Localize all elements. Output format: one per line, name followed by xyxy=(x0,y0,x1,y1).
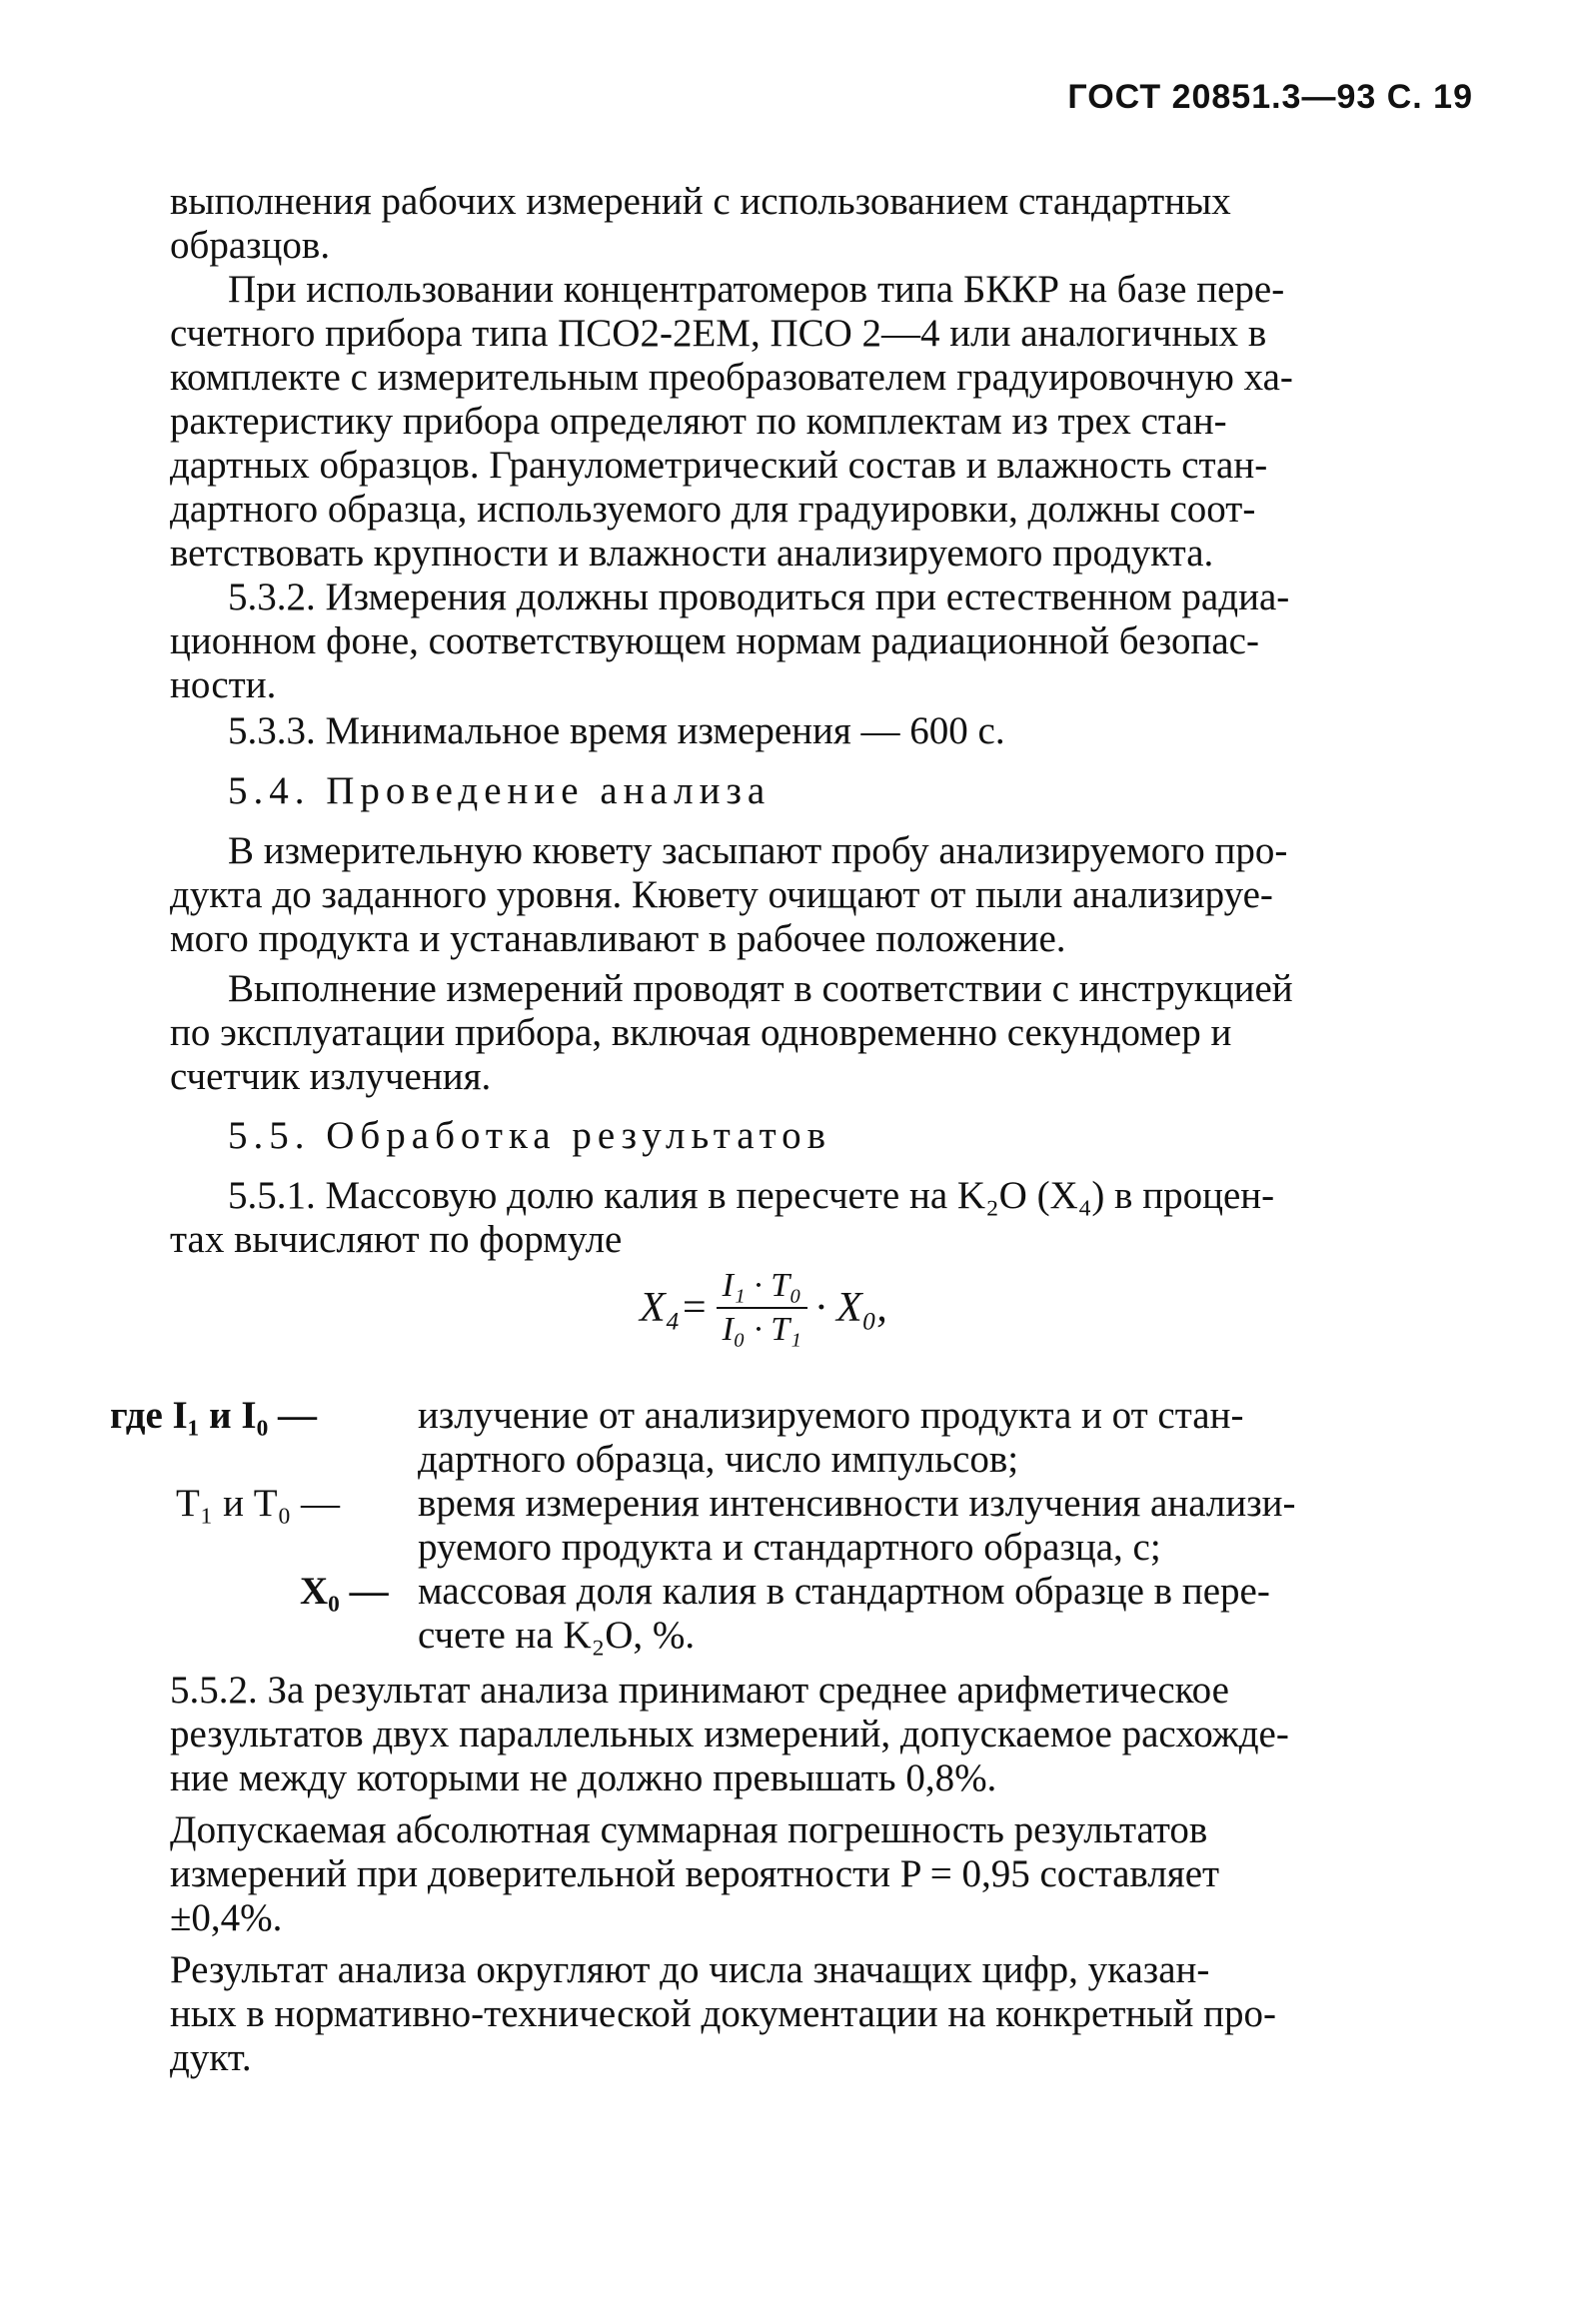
text-line: ционном фоне, соответствующем нормам радиационной безопас- xyxy=(170,619,1259,662)
text-line: Выполнение измерений проводят в соответствии с инструкцией xyxy=(228,967,1293,1010)
definition-text: счете на K₂O, %. xyxy=(418,1614,696,1657)
page-header: ГОСТ 20851.3—93 С. 19 xyxy=(1067,78,1473,116)
definition-text: время измерения интенсивности излучения анализи- xyxy=(418,1482,1296,1525)
text-line: выполнения рабочих измерений с использованием стандартных xyxy=(170,180,1231,223)
text-line: комплекте с измерительным преобразователем градуировочную ха- xyxy=(170,356,1293,399)
text-line: образцов. xyxy=(170,224,331,267)
text-line: тах вычисляют по формуле xyxy=(170,1218,623,1261)
text-line: ±0,4%. xyxy=(170,1896,283,1939)
text-line: 5.3.2. Измерения должны проводиться при естественном радиа- xyxy=(228,576,1290,618)
definition-term: где I₁ и I₀ — xyxy=(110,1394,318,1437)
text-line: ных в нормативно-технической документации на конкретный про- xyxy=(170,1992,1276,2035)
definition-text: дартного образца, число импульсов; xyxy=(418,1438,1019,1481)
text-line: дартных образцов. Гранулометрический состав и влажность стан- xyxy=(170,444,1268,487)
text-line: дукт. xyxy=(170,2036,252,2079)
text-line: 5.3.3. Минимальное время измерения — 600 с. xyxy=(228,709,1005,752)
text-line: Результат анализа округляют до числа значащих цифр, указан- xyxy=(170,1948,1210,1991)
text-line: В измерительную кювету засыпают пробу анализируемого про- xyxy=(228,829,1288,872)
text-line: ние между которыми не должно превышать 0,8%. xyxy=(170,1756,997,1799)
text-line: дукта до заданного уровня. Кювету очищают от пыли анализируе- xyxy=(170,873,1273,916)
text-line: рактеристику прибора определяют по комплектам из трех стан- xyxy=(170,400,1227,443)
text-line: дартного образца, используемого для градуировки, должны соот- xyxy=(170,488,1256,531)
section-heading: 5.5. Обработка результатов xyxy=(228,1114,832,1157)
text-line: счетного прибора типа ПСО2-2ЕМ, ПСО 2—4 или аналогичных в xyxy=(170,312,1267,355)
text-line: счетчик излучения. xyxy=(170,1055,492,1098)
text-line: результатов двух параллельных измерений, допускаемое расхожде- xyxy=(170,1713,1289,1755)
text-line: ности. xyxy=(170,663,277,706)
text-line: Допускаемая абсолютная суммарная погрешность результатов xyxy=(170,1808,1208,1851)
formula-rhs: · X₀, xyxy=(814,1285,887,1331)
formula-fraction xyxy=(717,1267,807,1349)
formula-numerator: I₁ · T₀ xyxy=(717,1267,807,1309)
definition-text: излучение от анализируемого продукта и от стан- xyxy=(418,1394,1244,1437)
text-line: При использовании концентратомеров типа БККР на базе пере- xyxy=(228,268,1285,311)
definition-text: руемого продукта и стандартного образца, с; xyxy=(418,1526,1161,1569)
definition-term: T₁ и T₀ — xyxy=(176,1482,340,1525)
definition-text: массовая доля калия в стандартном образце в пере- xyxy=(418,1570,1270,1613)
formula-denominator: I₀ · T₁ xyxy=(722,1311,801,1348)
text-line: мого продукта и устанавливают в рабочее положение. xyxy=(170,917,1066,960)
text-line: ветствовать крупности и влажности анализируемого продукта. xyxy=(170,532,1214,575)
definition-term: X₀ — xyxy=(300,1570,389,1613)
formula-lhs: X₄= xyxy=(640,1285,709,1331)
section-heading: 5.4. Проведение анализа xyxy=(228,769,772,812)
text-line: 5.5.1. Массовую долю калия в пересчете на K₂O (X₄) в процен- xyxy=(228,1174,1275,1217)
formula xyxy=(640,1267,887,1349)
text-line: измерений при доверительной вероятности P = 0,95 составляет xyxy=(170,1852,1220,1895)
text-line: по эксплуатации прибора, включая одновременно секундомер и xyxy=(170,1011,1232,1054)
text-line: 5.5.2. За результат анализа принимают среднее арифметическое xyxy=(170,1669,1229,1712)
